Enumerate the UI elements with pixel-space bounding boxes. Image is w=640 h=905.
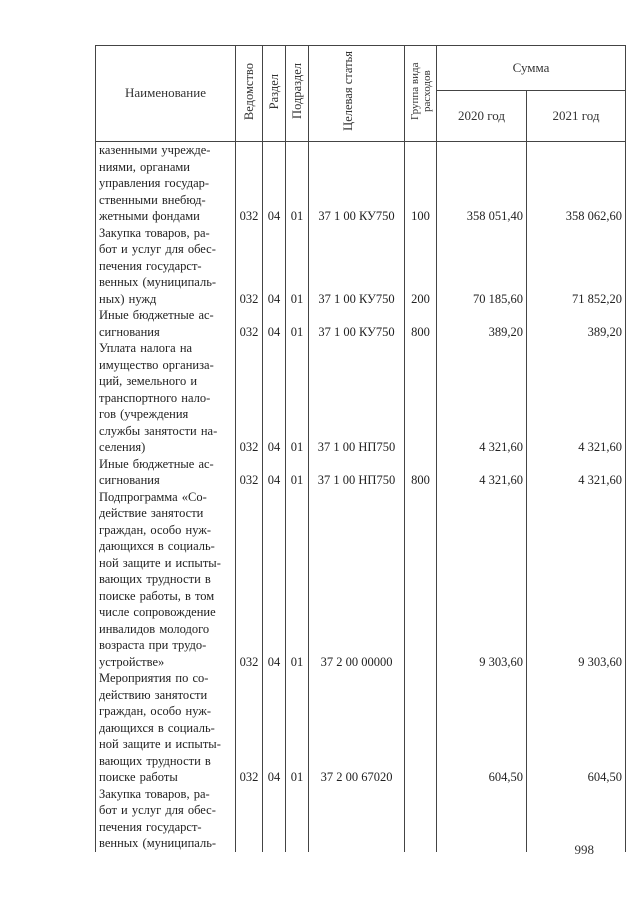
table-row (96, 340, 626, 456)
row-target: 37 1 00 НП750 (309, 340, 405, 456)
row-section: 04 (263, 670, 286, 786)
row-expense-group (405, 489, 437, 671)
row-sum-2020: 358 051,40 (437, 142, 527, 225)
row-dept: 032 (236, 456, 263, 489)
row-expense-group (405, 340, 437, 456)
row-name: казенными учрежде- ниями, органами управления государ- ственными внебюд- жетными фондами (96, 142, 236, 225)
header-expense-group: Группа вида расходов (408, 62, 433, 120)
row-target: 37 2 00 00000 (309, 489, 405, 671)
row-expense-group: 100 (405, 142, 437, 225)
header-year-2020: 2020 год (437, 91, 527, 142)
row-subsection: 01 (286, 142, 309, 225)
header-name: Наименование (96, 46, 236, 142)
row-name: Уплата налога на имущество организа- ций, земельного и транспортного нало- гов (учреждения службы занятости на- селения) (96, 340, 236, 456)
row-dept: 032 (236, 307, 263, 340)
header-year-2021: 2021 год (527, 91, 626, 142)
table-row (96, 456, 626, 489)
row-section (263, 786, 286, 852)
row-name: Подпрограмма «Со- действие занятости граждан, особо нуж- дающихся в социаль- ной защите и испыты- вающих трудности в поиске работы, в том числе сопровождение инвалидов молодого возраста при трудо- устройстве» (96, 489, 236, 671)
row-target (309, 786, 405, 852)
row-section: 04 (263, 340, 286, 456)
row-sum-2020: 4 321,60 (437, 456, 527, 489)
row-name: Иные бюджетные ас- сигнования (96, 307, 236, 340)
budget-table (95, 45, 626, 852)
row-dept: 032 (236, 670, 263, 786)
row-dept: 032 (236, 489, 263, 671)
row-sum-2020: 70 185,60 (437, 225, 527, 308)
row-subsection: 01 (286, 489, 309, 671)
header-target: Целевая статья (340, 51, 355, 132)
header-expense-group-cell (405, 46, 437, 142)
row-sum-2021: 604,50 (527, 670, 626, 786)
header-section: Раздел (266, 73, 281, 109)
row-subsection (286, 786, 309, 852)
row-subsection: 01 (286, 225, 309, 308)
row-name: Закупка товаров, ра- бот и услуг для обес- печения государст- венных (муниципаль- ных) нужд (96, 225, 236, 308)
header-section-cell (263, 46, 286, 142)
row-section: 04 (263, 489, 286, 671)
header-subsection: Подраздел (289, 63, 304, 120)
row-dept: 032 (236, 340, 263, 456)
row-subsection: 01 (286, 670, 309, 786)
row-dept: 032 (236, 142, 263, 225)
table-row (96, 142, 626, 225)
row-sum-2021: 4 321,60 (527, 340, 626, 456)
header-dept-cell (236, 46, 263, 142)
table-row (96, 489, 626, 671)
row-expense-group: 800 (405, 307, 437, 340)
row-name: Мероприятия по со- действию занятости граждан, особо нуж- дающихся в социаль- ной защите и испыты- вающих трудности в поиске работы (96, 670, 236, 786)
row-sum-2020: 4 321,60 (437, 340, 527, 456)
row-subsection: 01 (286, 340, 309, 456)
row-sum-2020: 9 303,60 (437, 489, 527, 671)
row-sum-2021: 358 062,60 (527, 142, 626, 225)
row-section: 04 (263, 225, 286, 308)
row-target: 37 1 00 КУ750 (309, 307, 405, 340)
row-name: Иные бюджетные ас- сигнования (96, 456, 236, 489)
row-expense-group: 800 (405, 456, 437, 489)
row-dept (236, 786, 263, 852)
row-expense-group (405, 670, 437, 786)
row-expense-group (405, 786, 437, 852)
header-subsection-cell (286, 46, 309, 142)
header-dept: Ведомство (241, 62, 256, 120)
table-row (96, 307, 626, 340)
row-sum-2020 (437, 786, 527, 852)
table-body (96, 142, 626, 852)
header-target-cell (309, 46, 405, 142)
row-target: 37 2 00 67020 (309, 670, 405, 786)
table-row (96, 670, 626, 786)
row-section: 04 (263, 142, 286, 225)
row-section: 04 (263, 456, 286, 489)
row-target: 37 1 00 КУ750 (309, 142, 405, 225)
row-dept: 032 (236, 225, 263, 308)
row-expense-group: 200 (405, 225, 437, 308)
row-section: 04 (263, 307, 286, 340)
page-number: 998 (574, 842, 594, 857)
row-subsection: 01 (286, 456, 309, 489)
header-sum: Сумма (437, 46, 626, 91)
row-sum-2021: 389,20 (527, 307, 626, 340)
table-row (96, 786, 626, 852)
row-target: 37 1 00 НП750 (309, 456, 405, 489)
row-target: 37 1 00 КУ750 (309, 225, 405, 308)
header-row (96, 46, 626, 91)
row-sum-2021: 71 852,20 (527, 225, 626, 308)
row-sum-2020: 604,50 (437, 670, 527, 786)
row-sum-2021: 9 303,60 (527, 489, 626, 671)
row-subsection: 01 (286, 307, 309, 340)
row-sum-2020: 389,20 (437, 307, 527, 340)
table-row (96, 225, 626, 308)
row-sum-2021: 4 321,60 (527, 456, 626, 489)
row-name: Закупка товаров, ра- бот и услуг для обес- печения государст- венных (муниципаль- (96, 786, 236, 852)
